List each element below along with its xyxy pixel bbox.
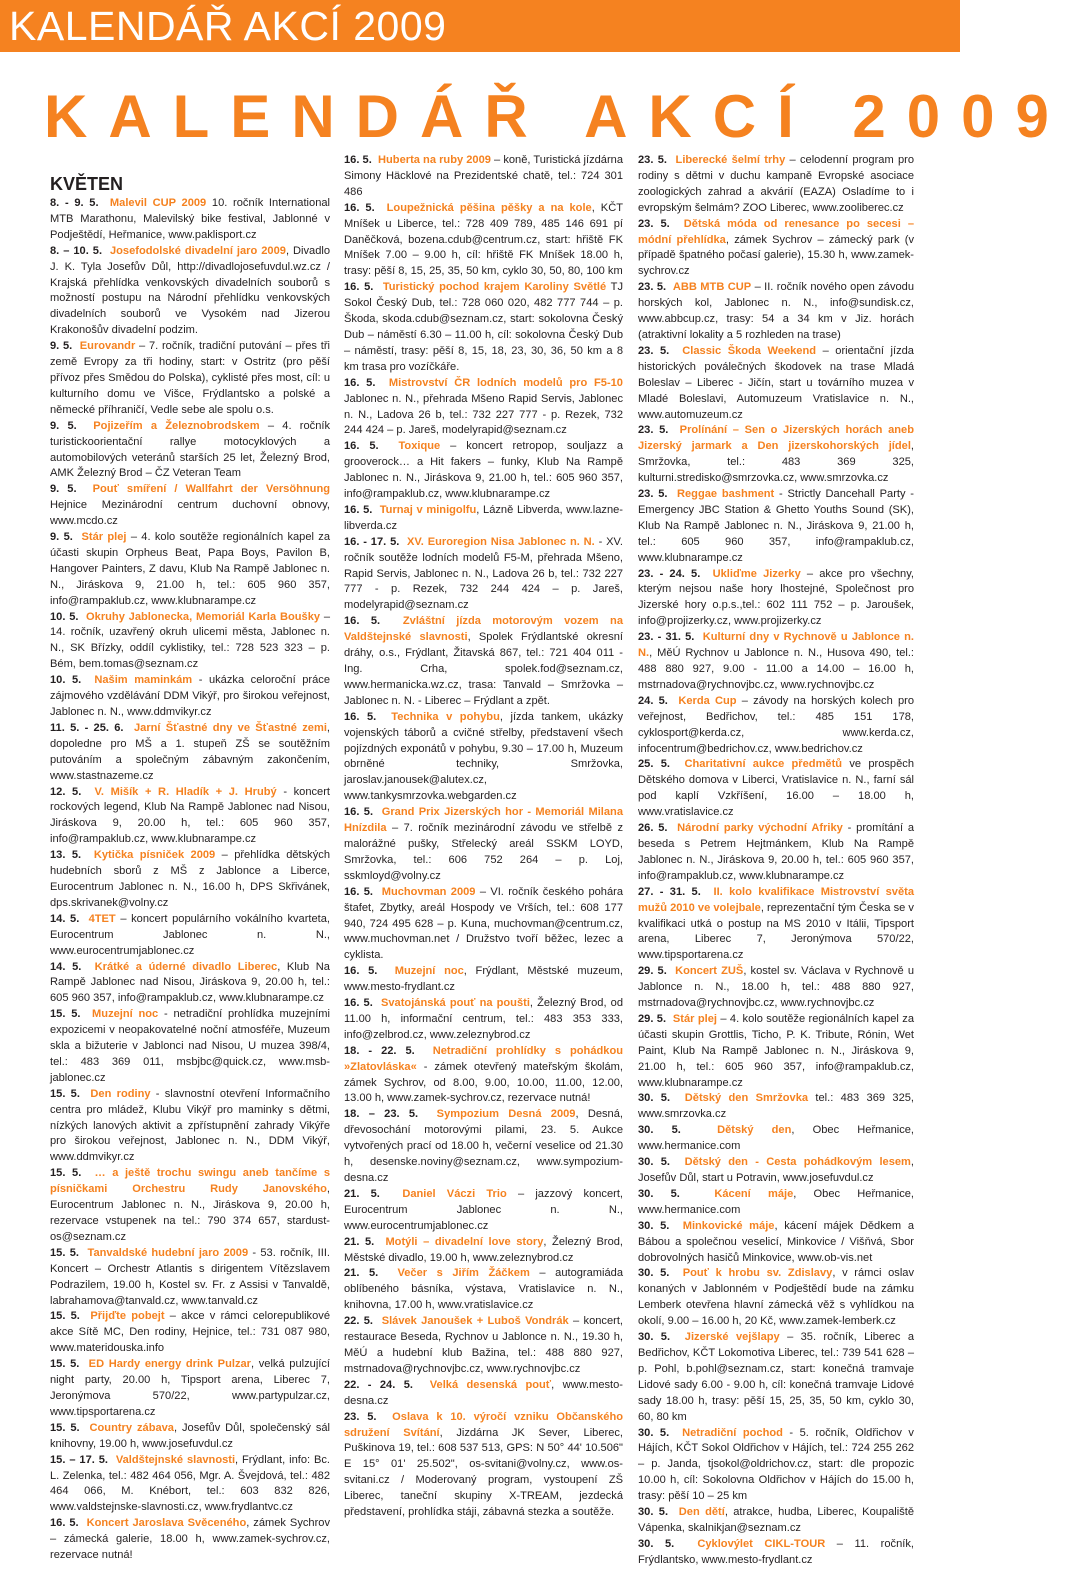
event-entry xyxy=(344,964,623,996)
top-banner xyxy=(0,0,960,52)
event-title: Kytička písniček 2009 xyxy=(93,849,216,862)
event-title: Dětský den Smržovka xyxy=(684,1092,809,1105)
event-details: , reprezentační tým Česka se v kvalifikaci utká o postup na MS 2010 v Itálii, Tipsport arena, Liberec 7, Jeronýmova 570/22, www.tipsportarena.cz xyxy=(638,901,914,962)
event-details: , Železný Brod, Městské divadlo, 19.00 h, www.zeleznybrod.cz xyxy=(344,1235,623,1264)
event-details: , jízda tankem, ukázky vojenských táborů a cvičné střelby, představení všech pojízdných exponátů v pohybu, 9.30 – 17.00 h, Muzeum obrněné techniky, Smržovka, jaroslav.janousek@alutex.cz, www.tankysmrzovka.webgarden.cz xyxy=(344,710,623,803)
event-title: Daniel Váczi Trio xyxy=(402,1187,507,1200)
event-details: – 35. ročník, Liberec a Bedřichov, KČT Lokomotiva Liberec, tel.: 739 541 628 – p. Pohl, b.pohl@seznam.cz, start: konečná tramvaje Lidové sady 6.00 - 9.00 h, cíl: konečná tramvaje Lidové sady 18.00 h, trasy: pěší 15, 25, 35, 50 km, cyklo 30, 60, 80 km xyxy=(638,1331,914,1423)
event-entry xyxy=(344,1410,623,1521)
event-details: , Eurocentrum Jablonec n. N., Jiráskova 9, 20.00 h, rezervace vstupenek na tel.: 790 374 657, stardust-os@seznam.cz xyxy=(50,1183,330,1243)
event-title: 4TET xyxy=(88,912,116,925)
event-entry xyxy=(638,1505,914,1537)
event-date: 8. - 9. 5. xyxy=(50,197,99,209)
event-entry xyxy=(344,1314,623,1378)
event-title: Valdštejnské slavnosti xyxy=(115,1453,236,1466)
event-date: 30. 5. xyxy=(638,1156,670,1169)
event-date: 24. 5. xyxy=(638,694,668,707)
event-date: 23. 5. xyxy=(638,424,669,437)
event-entry xyxy=(344,535,623,615)
event-entry xyxy=(50,610,330,674)
event-date: 16. 5. xyxy=(344,806,374,819)
event-title: Netradiční prohlídky s pohádkou »Zlatovláska« xyxy=(344,1044,623,1073)
event-title: Dětský den - Cesta pohádkovým lesem xyxy=(684,1156,911,1169)
event-entry xyxy=(50,196,330,244)
event-title: Oslava k 10. výročí vzniku Občanského sdružení Svítání xyxy=(344,1410,623,1439)
event-entry xyxy=(638,280,914,344)
event-details: , Josefův Důl, společenský sál knihovny, 19.00 h, www.josefuvdul.cz xyxy=(50,1421,331,1450)
event-details: , Obec Heřmanice, www.hermanice.com xyxy=(638,1187,915,1216)
event-date: 15. – 17. 5. xyxy=(50,1453,108,1466)
event-details: – přehlídka dětských hudebních sborů z MŠ z Jablonce a Liberce, Eurocentrum Jablonec n. N., 16.00 h, DPS Skřivánek, dps.skrivanek@volny.cz xyxy=(50,849,330,909)
event-entry xyxy=(50,848,330,912)
event-details: – 7. ročník mezinárodní závodu ve střelbě z malorážné pušky, Střelecký areál SSKM LOYD, Smržovka, tel.: 606 752 264 – p. Loj, sskmloyd@volny.cz xyxy=(344,822,623,882)
event-title: Muzejní noc xyxy=(92,1008,159,1021)
event-details: - Strictly Dancehall Party - Emergency JBC Station & Ghetto Youths Sound (SK), Klub Na Rampě Jablonec n. N., Jiráskova 9, 21.00 h, tel.: 605 960 357, info@rampaklub.cz, www.klubnarampe.cz xyxy=(638,488,915,564)
event-details: , Frýdlant, info: Bc. L. Zelenka, tel.: 482 464 056, Mgr. A. Švejdová, tel.: 482 464 066, M. Knébort, tel.: 603 832 826, www.valdstejnske-slavnosti.cz, www.frydlantvc.cz xyxy=(50,1453,331,1514)
event-date: 10. 5. xyxy=(50,610,79,623)
event-title: Večer s Jiřím Žáčkem xyxy=(397,1267,530,1280)
event-title: Eurovandr xyxy=(79,340,136,353)
event-details: , kácení májek Dědkem a Bábou a společnou veselicí, Minkovice / Višňvá, Sbor dobrovolných hasičů Minkovice, www.ob-vis.net xyxy=(638,1219,914,1264)
event-details: 10. ročník International MTB Marathonu, Malevilský bike festival, Jablonné v Podještědí, Heřmanice, www.paklisport.cz xyxy=(50,197,330,241)
event-entry xyxy=(638,1537,914,1569)
event-title: Cyklovýlet CIKL-TOUR xyxy=(697,1537,826,1550)
event-date: 11. 5. - 25. 6. xyxy=(50,721,124,734)
event-date: 12. 5. xyxy=(50,785,82,798)
event-details: , KČT Mníšek u Liberce, tel.: 728 409 789, 485 146 691 pí Daněčková, bozena.cdub@centrum.cz, start: hřiště FK Mníšek 7.00 – 9.00 h, cíl: hřiště FK Mníšek 18.00 h, trasy: pěší 8, 15, 25, 35, 50 km, cyklo 30, 50, 80, 100 km xyxy=(344,201,623,278)
event-title: Mistrovství ČR lodních modelů pro F5-10 xyxy=(388,376,623,389)
event-details: – koncert retropop, souljazz a grooverock… a Hit fakers – funky, Klub Na Rampě Jablonec n. N., Jiráskova 9, 21.00 h, tel.: 605 960 357, info@rampaklub.cz, www.klubnarampe.cz xyxy=(344,440,624,501)
event-title: … a ještě trochu swingu aneb tančíme s písničkami Orchestru Rudy Janovského xyxy=(50,1167,330,1196)
event-details: – 4. ročník turistickoorientační rallye motocyklových a automobilových veteránů starších 25 let, Železný Brod, AMK Železný Brod – ČZ Veteran Team xyxy=(50,419,331,480)
event-title: Liberecké šelmí trhy xyxy=(675,154,786,166)
event-details: – orientační jízda historických poválečných škodovek na trase Mladá Boleslav – Liberec - Jičín, start u továrního muzea v Mladé Boleslavi, Automuzeum Vratislavice n. N., www.automuzeum.cz xyxy=(638,344,914,421)
event-details: – celodenní program pro rodiny s dětmi v duchu kampaně Evropské asociace zoologických zahrad a akvárií (EAZA) Osladíme to i evropským šelmám? ZOO Liberec, www.zooliberec.cz xyxy=(638,154,915,214)
event-entry xyxy=(638,423,914,487)
event-date: 30. 5. xyxy=(638,1331,671,1344)
event-title: Kulturní dny v Rychnově u Jablonce n. N. xyxy=(638,631,914,660)
event-date: 30. 5. xyxy=(638,1187,680,1200)
event-date: 29. 5. xyxy=(638,965,667,978)
event-entry xyxy=(638,1091,914,1123)
event-date: 14. 5. xyxy=(50,960,82,973)
event-date: 27. - 31. 5. xyxy=(638,885,701,898)
event-title: Toxique xyxy=(398,440,441,453)
event-date: 23. - 24. 5. xyxy=(638,567,701,580)
event-title: Loupežnická pěšina pěšky a na kole xyxy=(386,201,592,214)
event-entry xyxy=(638,821,914,885)
event-entry xyxy=(50,1453,330,1517)
event-entry xyxy=(638,885,914,965)
event-title: Jizerské vejšlapy xyxy=(684,1331,780,1344)
event-title: Přijďte pobejt xyxy=(90,1310,165,1323)
event-entry xyxy=(638,1266,914,1330)
event-details: – 14. ročník, uzavřený okruh ulicemi města, Jablonec n. N., SK Břízky, oddíl cyklistiky, tel.: 728 523 323 – p. Bém, bem.tomas@seznam.cz xyxy=(50,610,330,671)
event-date: 29. 5. xyxy=(638,1012,667,1025)
event-entry xyxy=(638,1330,914,1425)
event-details: , Klub Na Rampě Jablonec nad Nisou, Jiráskova 9, 20.00 h, tel.: 605 960 357, info@rampaklub.cz, www.klubnarampe.cz xyxy=(50,960,330,1005)
event-entry xyxy=(638,153,914,217)
event-details: – autogramiáda oblíbeného básníka, výstava, Vratislavice n. N., knihovna, 17.00 h, www.vratislavice.cz xyxy=(344,1267,623,1312)
column-2 xyxy=(344,153,623,1521)
event-entry xyxy=(344,201,623,281)
event-details: , v rámci oslav konaných v Jablonném v Podještědí bude na zámku Lemberk otevřena hlavní zámecká věž s vyhlídkou na okolí, 9.00 – 16.00 h, 20 Kč, www.zamek-lemberk.cz xyxy=(638,1267,914,1328)
event-details: , atrakce, hudba, Liberec, Koupaliště Vápenka, skalnikjan@seznam.cz xyxy=(638,1506,914,1534)
event-entry xyxy=(50,1516,330,1564)
event-entry xyxy=(50,721,330,785)
event-date: 30. 5. xyxy=(638,1537,675,1550)
event-entry xyxy=(638,964,914,1012)
event-entry xyxy=(50,1421,330,1453)
event-title: Ukliďme Jizerky xyxy=(712,567,801,580)
event-details: , kostel sv. Václava v Rychnově u Jablonce n. N., 18.00 h, tel.: 488 880 927, mstrnadova@rychnovjbc.cz, www.rychnovjbc.cz xyxy=(638,965,914,1010)
event-entry xyxy=(638,1012,914,1092)
event-date: 9. 5. xyxy=(50,531,73,544)
event-details: - koncert rockových legend, Klub Na Rampě Jablonec nad Nisou, Jiráskova 9, 20.00 h, tel.: 605 960 357, info@rampaklub.cz, www.klubnarampe.cz xyxy=(50,785,330,846)
event-date: 16. 5. xyxy=(344,376,376,389)
event-title: Stár plej xyxy=(81,531,127,544)
event-title: Sympozium Desná 2009 xyxy=(436,1108,576,1121)
event-details: - XV. ročník soutěže lodních modelů F5-M, přehrada Mšeno, Rapid Servis, Jablonec n. N., Ladova 26 b, tel.: 732 227 777 - p. Rezek, 732 244 424 – p. Jareš, modelyrapid@seznam.cz xyxy=(344,535,623,612)
event-entry xyxy=(638,344,914,424)
event-date: 16. 5. xyxy=(344,154,372,166)
event-date: 21. 5. xyxy=(344,1267,379,1280)
event-date: 26. 5. xyxy=(638,822,668,835)
event-entry xyxy=(344,885,623,965)
event-date: 15. 5. xyxy=(50,1421,80,1434)
event-date: 9. 5. xyxy=(50,483,77,496)
event-entry xyxy=(344,805,623,885)
event-title: Velká desenská pouť xyxy=(429,1378,552,1391)
month-heading: KVĚTEN xyxy=(50,174,124,194)
event-date: 16. 5. xyxy=(344,440,379,453)
event-entry xyxy=(50,1357,330,1421)
event-title: Classic Škoda Weekend xyxy=(682,344,817,357)
event-entry xyxy=(50,1007,330,1087)
event-title: Dětský den xyxy=(717,1124,792,1137)
event-entry xyxy=(344,614,623,709)
event-title: Slávek Janoušek + Luboš Vondrák xyxy=(381,1315,569,1328)
event-date: 16. 5. xyxy=(344,997,373,1010)
event-title: Malevil CUP 2009 xyxy=(109,197,207,209)
event-entry xyxy=(50,1246,330,1310)
event-entry xyxy=(50,912,330,960)
event-details: , velká pulzující night party, 20.00 h, Tipsport arena, Liberec 7, Jeronýmova 570/22, www.partypulzar.cz, www.tipsportarena.cz xyxy=(50,1358,330,1418)
event-title: Koncert Jaroslava Svěceného xyxy=(86,1517,247,1530)
event-details: tel.: 483 369 325, www.smrzovka.cz xyxy=(638,1092,914,1121)
event-entry xyxy=(638,217,914,281)
event-details: - ukázka celoroční práce zájmového vzdělávání DDM Vikýř, pro širokou veřejnost, Jablonec n. N., www.ddmvikyr.cz xyxy=(50,674,330,718)
event-details: , Jizdárna JK Sever, Liberec, Puškinova 19, tel.: 608 537 513, GPS: N 50° 44' 10.506" E 15° 01' 25.502", os-svitani@volny.cz, www.os-svitani.cz / Moderovaný program, vystoupení ZŠ Liberec, taneční skupiny X-TREAM, jezdecká představení, prohlídka stáji, zábavná stezka a soutěže. xyxy=(344,1426,623,1519)
event-date: 14. 5. xyxy=(50,912,80,925)
event-details: Jablonec n. N., přehrada Mšeno Rapid Servis, Jablonec n. N., Ladova 26 b, tel.: 732 227 777 - p. Rezek, 732 244 424 – p. Jareš, modelyrapid@seznam.cz xyxy=(344,392,623,437)
event-entry xyxy=(50,960,330,1008)
event-details: ve prospěch Dětského domova v Liberci, Vratislavice n. N., farní sál pod kaplí Vzkříšení, 16.00 – 18.00 h, www.vratislavice.cz xyxy=(638,758,914,819)
event-entry xyxy=(638,1219,914,1267)
event-title: Svatojánská pouť na poušti xyxy=(380,997,530,1010)
event-details: – koně, Turistická jízdárna Simony Häcklové na Prezidentské chatě, tel.: 724 301 486 xyxy=(344,154,623,198)
event-entry xyxy=(50,1087,330,1167)
event-date: 18. - 22. 5. xyxy=(344,1044,415,1057)
event-entry xyxy=(344,1044,623,1108)
event-title: Netradiční pochod xyxy=(682,1426,783,1439)
event-details: - netradiční prohlídka muzejními expozicemi v neopakovatelné noční atmosféře, Muzeum skla a bižuterie v Jablonci nad Nisou, U muzea 398/4, tel.: 483 369 011, msbjbc@quick.cz, www.msb-jablonec.cz xyxy=(50,1008,330,1084)
event-details: , Lázně Libverda, www.lazne-libverda.cz xyxy=(344,503,623,532)
event-title: Josefodolské divadelní jaro 2009 xyxy=(109,244,286,257)
column-3 xyxy=(638,153,914,1569)
event-details: – 11. ročník, Frýdlantsko, www.mesto-frydlant.cz xyxy=(638,1537,914,1566)
event-date: 23. 5. xyxy=(638,217,670,230)
event-date: 23. 5. xyxy=(638,281,667,294)
event-details: – akce v rámci celorepublikové akce Sítě MC, Den rodiny, Hejnice, tel.: 731 087 980, www.materidouska.info xyxy=(50,1310,330,1355)
event-date: 9. 5. xyxy=(50,340,73,353)
event-details: , Divadlo J. K. Tyla Josefův Důl, http://divadlojosefuvdul.wz.cz / Krajská přehlídka venkovských divadelních souborů s možností postupu na Národní přehlídku venkovských divadelních souborů ve Vysokém nad Jizerou Krakonošův divadelní podzim. xyxy=(50,244,330,337)
event-title: Charitativní aukce předmětů xyxy=(684,758,843,771)
event-date: 30. 5. xyxy=(638,1124,681,1137)
event-entry xyxy=(344,280,623,375)
event-title: Reggae bashment xyxy=(677,488,775,501)
event-date: 15. 5. xyxy=(50,1310,80,1323)
event-entry xyxy=(50,1309,330,1357)
event-date: 15. 5. xyxy=(50,1358,80,1371)
event-title: Tanvaldské hudební jaro 2009 xyxy=(87,1246,249,1259)
event-date: 15. 5. xyxy=(50,1087,80,1100)
event-date: 22. - 24. 5. xyxy=(344,1378,413,1391)
event-details: , dopoledne pro MŠ a 1. stupeň ZŠ se soutěžním putováním a společným zábavným zakončením, www.stastnazeme.cz xyxy=(50,721,330,782)
event-details: - 53. ročník, III. Koncert – Orchestr Atlantis s dirigentem Vítězslavem Podrazilem, 19.00 h, Kostel sv. Fr. z Assisi v Tanvaldě, labrahamova@tanvald.cz, www.tanvald.cz xyxy=(50,1246,330,1307)
event-date: 16. 5. xyxy=(50,1517,79,1530)
event-date: 15. 5. xyxy=(50,1246,79,1259)
event-details: – koncert populárního vokálního kvarteta, Eurocentrum Jablonec n. N., www.eurocentrumjablonec.cz xyxy=(50,912,330,957)
event-entry xyxy=(50,530,330,610)
event-title: Den rodiny xyxy=(90,1087,151,1100)
event-date: 16. - 17. 5. xyxy=(344,535,400,548)
event-entry xyxy=(344,153,623,201)
event-entry xyxy=(50,785,330,849)
event-entry xyxy=(50,482,330,530)
event-details: – VI. ročník českého pohára štafet, Zbytky, areál Hospody ve Vrších, tel.: 608 177 940, 724 495 628 – p. Kuna, muchovman@centrum.cz, www.muchovman.net / Družstvo tvoří běžec, lezec a cyklista. xyxy=(344,885,623,962)
event-entry xyxy=(638,1155,914,1187)
event-entry xyxy=(344,1107,623,1187)
event-date: 30. 5. xyxy=(638,1506,669,1519)
event-entry xyxy=(638,1123,914,1155)
event-title: Den dětí xyxy=(678,1506,725,1519)
event-entry xyxy=(638,487,914,567)
event-date: 22. 5. xyxy=(344,1315,374,1328)
event-details: TJ Sokol Český Dub, tel.: 728 060 020, 482 777 744 – p. Škoda, skoda.cdub@seznam.cz, start: sokolovna Český Dub – náměstí 6.30 – 11.00 h, cíl: sokolovna Český Dub – náměstí, trasy: pěší 8, 15, 18, 23, 30, 36, 50 km a 8 km trasa pro vozíčkáře. xyxy=(344,281,623,373)
event-date: 10. 5. xyxy=(50,674,82,687)
event-title: Pojizeřím a Železnobrodskem xyxy=(93,419,260,432)
event-details: , Železný Brod, od 11.00 h, informační centrum, tel.: 483 353 333, info@zelbrod.cz, www.zeleznybrod.cz xyxy=(344,997,623,1041)
event-date: 16. 5. xyxy=(344,281,374,294)
event-entry xyxy=(344,503,623,535)
event-date: 15. 5. xyxy=(50,1008,81,1021)
event-details: – 4. kolo soutěže regionálních kapel za účasti skupin Grottlis, Ticho, P. K. Tribute, Rónin, Wet Paint, Klub Na Rampě Jablonec n. N., Jiráskova 9, 21.00 h, tel.: 605 960 357, info@rampaklub.cz, www.klubnarampe.cz xyxy=(638,1012,914,1089)
event-date: 16. 5. xyxy=(344,201,375,214)
event-title: XV. Euroregion Nisa Jablonec n. N. xyxy=(407,535,595,548)
event-title: II. kolo kvalifikace Mistrovství světa mužů 2010 ve volejbale xyxy=(638,885,915,914)
event-entry xyxy=(638,567,914,631)
event-title: Okruhy Jablonecka, Memoriál Karla Boušky xyxy=(86,610,321,623)
event-entry xyxy=(638,630,914,694)
event-details: , www.mesto-desna.cz xyxy=(344,1378,623,1407)
event-entry xyxy=(638,1426,914,1506)
event-date: 30. 5. xyxy=(638,1426,670,1439)
event-date: 15. 5. xyxy=(50,1167,82,1180)
event-details: – jazzový koncert, Eurocentrum Jablonec n. N., www.eurocentrumjablonec.cz xyxy=(344,1187,623,1232)
column-1 xyxy=(50,153,330,1564)
event-date: 25. 5. xyxy=(638,758,670,771)
event-entry xyxy=(638,694,914,758)
event-details: , Frýdlant, Městské muzeum, www.mesto-frydlant.cz xyxy=(344,965,623,994)
event-date: 21. 5. xyxy=(344,1187,380,1200)
event-details: , Spolek Frýdlantské okresní dráhy, o.s., Frýdlant, Žitavská 867, tel.: 721 404 011 - Ing. Crha, spolek.fod@seznam.cz, www.hermanicka.wz.cz, trasa: Tanvald – Smržovka – Jablonec n. N. - Liberec – Frýdlant a zpět. xyxy=(344,631,623,707)
event-date: 23. 5. xyxy=(344,1410,377,1423)
event-date: 23. 5. xyxy=(638,154,667,166)
event-details: , Josefův Důl, start u Potravin, www.josefuvdul.cz xyxy=(638,1156,915,1184)
event-title: Muzejní noc xyxy=(394,965,464,978)
event-title: ED Hardy energy drink Pulzar xyxy=(88,1358,251,1371)
event-title: Country zábava xyxy=(89,1421,174,1434)
event-title: Kácení máje xyxy=(714,1187,794,1200)
event-details: , zámek Sychrov – zámecký park (v případě špatného počasí galerie), 15.30 h, www.zamek-sychrov.cz xyxy=(638,233,914,278)
event-entry xyxy=(50,1166,330,1246)
event-title: Minkovické máje xyxy=(682,1219,775,1232)
event-details: - promítání a beseda s Petrem Hejtmánkem, Klub Na Rampě Jablonec n. N., Jiráskova 9, 20.00 h, tel.: 605 960 357, info@rampaklub.cz, www.klubnarampe.cz xyxy=(638,822,915,882)
event-title: Koncert ZUŠ xyxy=(675,965,744,978)
event-details: – II. ročník nového open závodu horských kol, Jablonec n. N., info@sundisk.cz, www.abbcup.cz, trasy: 54 a 34 km v Jiz. horách (atraktivní lokality a 5 rozhleden na trase) xyxy=(638,281,915,341)
event-date: 30. 5. xyxy=(638,1219,670,1232)
event-title: Turnaj v minigolfu xyxy=(379,503,477,516)
event-details: , Desná, dřevosochání motorovými pilami, 23. 5. Aukce vytvořených prací od 18.00 h, večerní veselice od 21.30 h, desenske.noviny@seznam.cz, www.sympozium-desna.cz xyxy=(344,1108,623,1184)
event-entry xyxy=(344,996,623,1044)
event-details: – závody na horských kolech pro veřejnost, Bedřichov, tel.: 485 151 178, cyklosport@kerda.cz, www.kerda.cz, infocentrum@bedrichov.cz, www.bedrichov.cz xyxy=(638,694,914,755)
event-entry xyxy=(638,757,914,821)
event-entry xyxy=(638,1187,914,1219)
event-date: 23. 5. xyxy=(638,344,670,357)
event-details: , Smržovka, tel.: 483 369 325, kulturni.stredisko@smrzovka.cz, www.smrzovka.cz xyxy=(638,440,914,485)
event-title: Dětská móda od renesance po secesi – módní přehlídka xyxy=(638,217,914,246)
event-date: 9. 5. xyxy=(50,419,77,432)
event-title: Prolínání – Sen o Jizerských horách aneb Jizerský jarmark a Den jizerskohorských jídel xyxy=(638,424,914,453)
event-date: 16. 5. xyxy=(344,965,378,978)
event-date: 16. 5. xyxy=(344,710,377,723)
event-date: 16. 5. xyxy=(344,615,381,628)
event-entry xyxy=(50,419,330,483)
event-date: 21. 5. xyxy=(344,1235,375,1248)
event-date: 16. 5. xyxy=(344,503,373,516)
event-date: 23. - 31. 5. xyxy=(638,631,695,644)
event-entry xyxy=(50,673,330,721)
event-date: 16. 5. xyxy=(344,885,374,898)
event-title: Huberta na ruby 2009 xyxy=(378,154,491,166)
event-title: Stár plej xyxy=(672,1012,717,1025)
event-title: Pouť k hrobu sv. Zdislavy xyxy=(682,1267,833,1280)
top-banner-title: KALENDÁŘ AKCÍ 2009 xyxy=(9,3,447,49)
event-date: 30. 5. xyxy=(638,1267,670,1280)
event-date: 23. 5. xyxy=(638,488,668,501)
event-entry xyxy=(50,244,330,339)
event-entry xyxy=(344,1235,623,1267)
event-date: 13. 5. xyxy=(50,849,82,862)
event-title: Národní parky východní Afriky xyxy=(677,822,843,835)
event-details: Hejnice Mezinárodní centrum duchovní obnovy, www.mcdo.cz xyxy=(50,499,330,528)
event-entry xyxy=(344,710,623,805)
event-title: ABB MTB CUP xyxy=(672,281,752,294)
event-details: , zámek Sychrov – zámecká galerie, 18.00 h, www.zamek-sychrov.cz, rezervace nutná! xyxy=(50,1517,331,1562)
event-entry xyxy=(50,339,330,419)
event-details: - 5. ročník, Oldřichov v Hájích, KČT Sokol Oldřichov v Hájích, tel.: 724 255 262 – p. Janda, tjsokol@oldrichov.cz, start: dle propozic 10.00 h, cíl: Sokolovna Oldřichov v Hájích do 15.00 h, trasy: pěší 10 – 25 km xyxy=(638,1426,914,1503)
event-details: , MěÚ Rychnov u Jablonce n. N., Husova 490, tel.: 488 880 927, 9.00 - 11.00 a 14.00 – 16.00 h, mstrnadova@rychnovjbc.cz, www.rychnovjbc.cz xyxy=(638,647,914,691)
event-title: Jarní Šťastné dny ve Šťastné zemi xyxy=(133,721,327,734)
event-details: – 7. ročník, tradiční putování – přes tři země Evropy za tři hodiny, start: v Ostritz (pro pěší přívoz přes Smědou do Polska), cyklisté přes most, cíl: u kulturního domu ve Višce, Frýdlantsko a polské a německé příhraničí, Vedle sebe ale spolu o.s. xyxy=(50,340,330,416)
event-title: Našim maminkám xyxy=(94,674,193,687)
event-entry xyxy=(344,439,623,503)
event-title: Pouť smíření / Wallfahrt der Versöhnung xyxy=(92,483,331,496)
event-entry xyxy=(344,376,623,440)
event-title: Technika v pohybu xyxy=(391,710,500,723)
event-title: Turistický pochod krajem Karoliny Světlé xyxy=(382,281,607,294)
event-date: 30. 5. xyxy=(638,1092,671,1105)
event-title: Krátké a úderné divadlo Liberec xyxy=(94,960,278,973)
event-title: Motýli – divadelní love story xyxy=(385,1235,544,1248)
event-details: – akce pro všechny, kterým nejsou naše hory lhostejné, Společnost pro Jizerské hory o.p.s.,tel.: 602 111 752 – p. Jaroušek, info@projizerky.cz, www.projizerky.cz xyxy=(638,567,914,628)
event-details: - slavnostní otevření Informačního centra pro mládež, Klubu Vikýř pro maminky s dětmi, nízkých lanových aktivit a zpřístupnění zahrady Vikýře pro širokou veřejnost, Jablonec n. N., DDM Vikýř, www.ddmvikyr.cz xyxy=(50,1087,330,1164)
event-date: 8. – 10. 5. xyxy=(50,244,103,257)
event-entry xyxy=(344,1266,623,1314)
event-title: Kerda Cup xyxy=(678,694,737,707)
event-title: Muchovman 2009 xyxy=(381,885,476,898)
event-details: , Obec Heřmanice, www.hermanice.com xyxy=(638,1124,914,1153)
event-details: - zámek otevřený mateřským školám, zámek Sychrov, od 8.00, 9.00, 10.00, 11.00, 12.00, 13.00 h, www.zamek-sychrov.cz, rezervace nutná! xyxy=(344,1060,623,1105)
event-details: – koncert, restaurace Beseda, Rychnov u Jablonce n. N., 19.30 h, MěÚ a hudební klub Bažina, tel.: 488 880 927, mstrnadova@rychnovjbc.cz, www.rychnovjbc.cz xyxy=(344,1315,623,1375)
event-title: Zvláštní jízda motorovým vozem na Valdštejnské slavnosti xyxy=(344,615,623,644)
event-details: – 4. kolo soutěže regionálních kapel za účasti skupin Orpheus Beat, Papa Boys, Pavilon B, Hangover Painters, Z davu, Klub Na Rampě Jablonec n. N., Jiráskova 9, 21.00 h, tel.: 605 960 357, info@rampaklub.cz, www.klubnarampe.cz xyxy=(50,531,331,607)
event-date: 18. – 23. 5. xyxy=(344,1108,419,1121)
page-title: KALENDÁŘ AKCÍ 2009 xyxy=(44,83,1070,150)
event-entry xyxy=(344,1187,623,1235)
event-title: Grand Prix Jizerských hor - Memoriál Milana Hnízdila xyxy=(344,806,623,835)
event-entry xyxy=(344,1378,623,1410)
event-title: V. Mišík + R. Hladík + J. Hrubý xyxy=(94,785,277,798)
